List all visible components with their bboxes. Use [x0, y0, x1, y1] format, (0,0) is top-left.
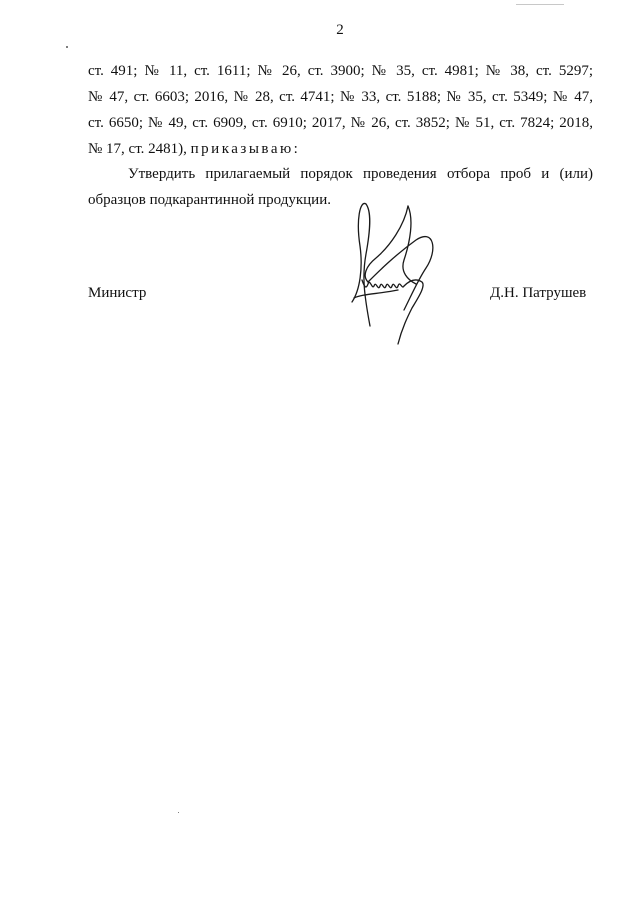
signatory-title: Министр: [88, 285, 147, 301]
reference-line-end: № 17, ст. 2481),: [88, 141, 187, 157]
legal-references-paragraph: [88, 58, 593, 162]
reference-last-line: [88, 136, 593, 162]
reference-line: № 47, ст. 6603; 2016, № 28, ст. 4741; № 33, ст. 5188; № 35, ст. 5349; № 47,: [88, 89, 593, 105]
order-word: приказываю:: [190, 141, 301, 157]
reference-line: ст. 491; № 11, ст. 1611; № 26, ст. 3900; № 35, ст. 4981; № 38, ст. 5297;: [88, 63, 593, 79]
scan-speck: [178, 812, 179, 813]
handwritten-signature: [338, 198, 442, 346]
page-number: 2: [336, 22, 344, 38]
order-line: образцов подкарантинной продукции.: [88, 192, 331, 208]
scan-speck: [66, 46, 68, 48]
order-line: Утвердить прилагаемый порядок проведения отбора проб и (или): [128, 166, 593, 182]
signatory-name: Д.Н. Патрушев: [490, 285, 587, 301]
scan-edge-mark: [516, 4, 564, 5]
reference-line: ст. 6650; № 49, ст. 6909, ст. 6910; 2017, № 26, ст. 3852; № 51, ст. 7824; 2018,: [88, 115, 593, 131]
